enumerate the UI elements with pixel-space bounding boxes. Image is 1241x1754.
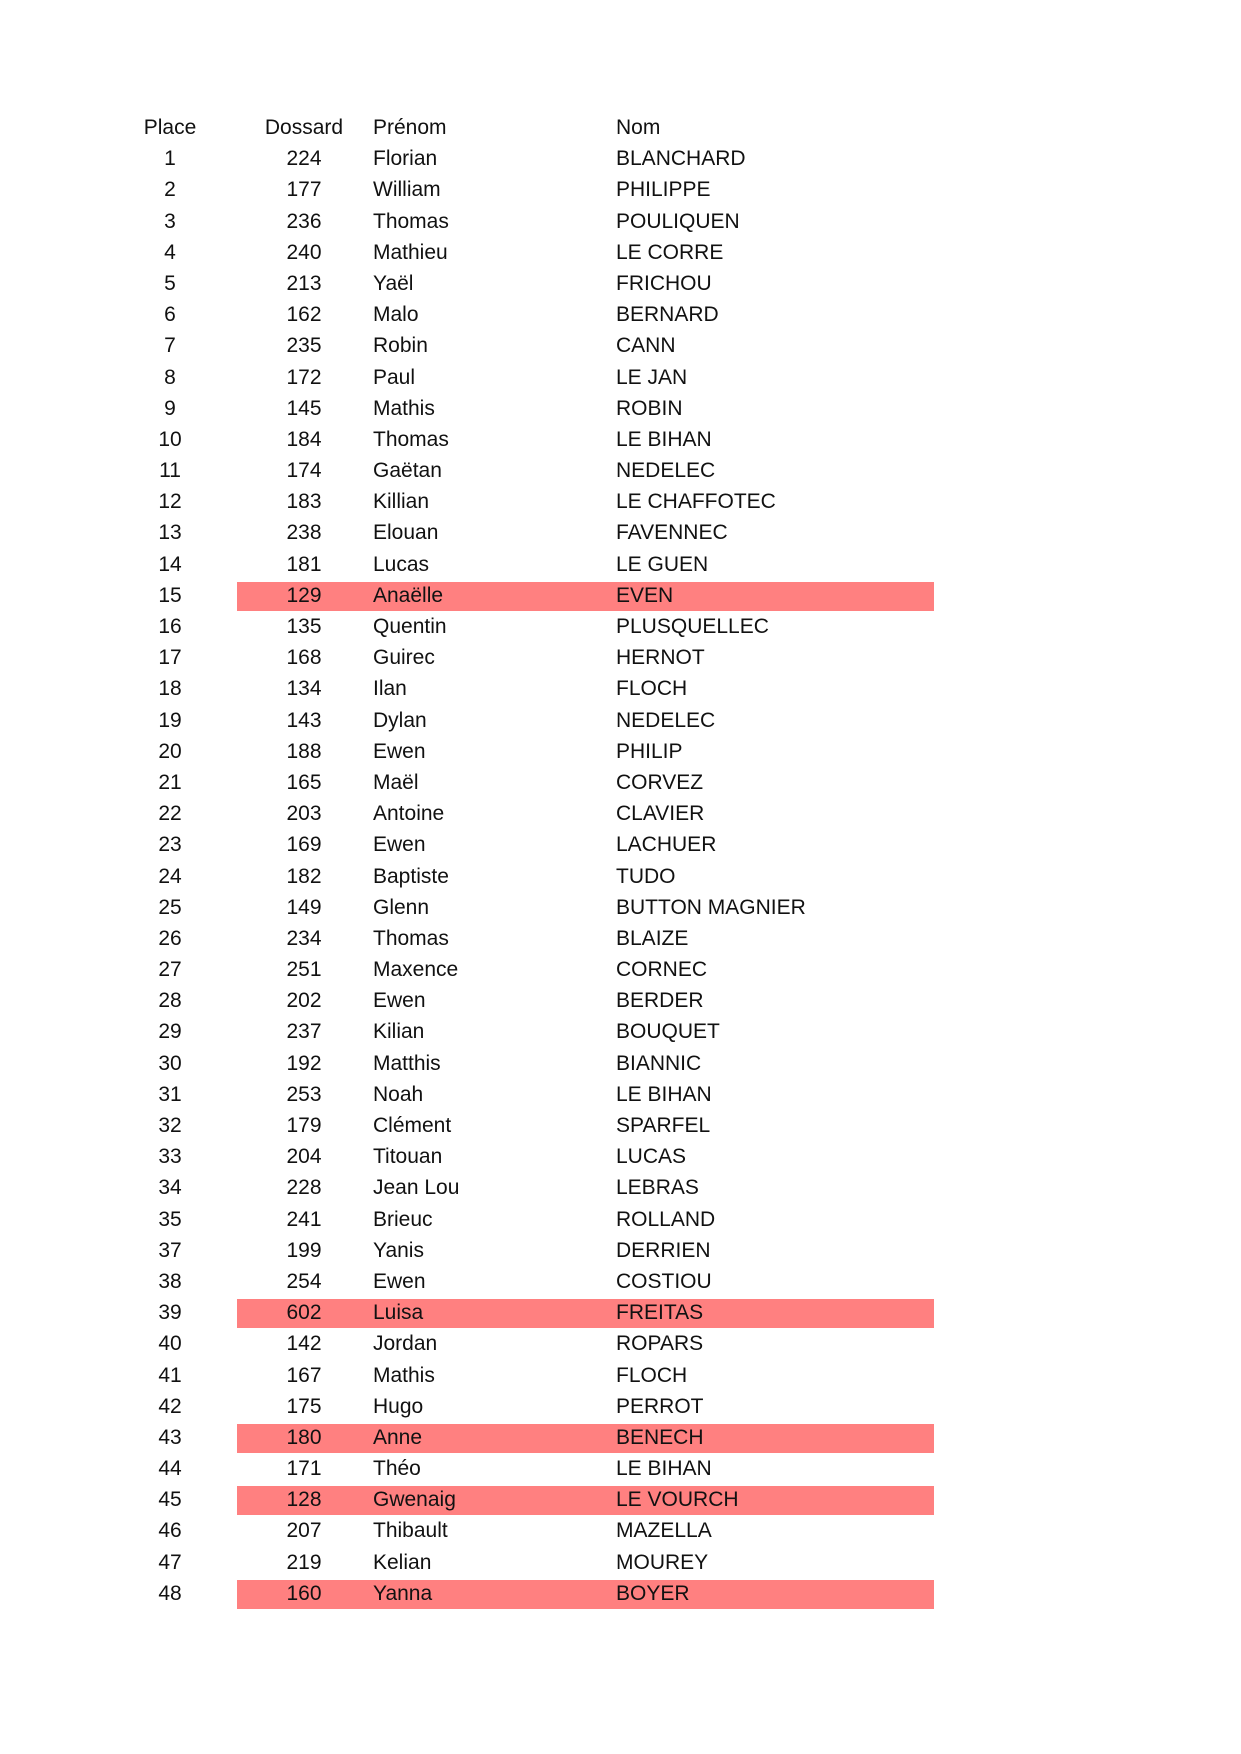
cell-prenom: Matthis (373, 1051, 441, 1075)
cell-prenom: Thibault (373, 1519, 448, 1543)
cell-dossard: 602 (286, 1301, 322, 1325)
cell-nom: ROLLAND (616, 1207, 716, 1231)
table-row (0, 517, 1241, 548)
table-row (0, 549, 1241, 580)
header-nom: Nom (616, 116, 661, 139)
cell-place: 17 (158, 646, 182, 670)
table-row (0, 1360, 1241, 1391)
cell-place: 11 (159, 459, 181, 483)
cell-nom: FRICHOU (616, 271, 712, 295)
cell-place: 16 (158, 615, 182, 638)
cell-nom: LE BIHAN (616, 1457, 712, 1481)
cell-nom: SPARFEL (616, 1114, 711, 1137)
cell-place: 6 (164, 303, 176, 327)
cell-dossard: 149 (286, 895, 322, 919)
cell-nom: NEDELEC (616, 708, 716, 732)
cell-place: 35 (158, 1207, 182, 1231)
cell-nom: PLUSQUELLEC (616, 615, 769, 638)
cell-nom: BUTTON MAGNIER (616, 895, 806, 919)
cell-place: 14 (158, 552, 182, 576)
cell-nom: TUDO (616, 864, 676, 888)
cell-dossard: 145 (286, 396, 322, 420)
cell-place: 24 (158, 864, 182, 888)
cell-dossard: 165 (286, 770, 322, 794)
cell-prenom: Thomas (373, 926, 449, 950)
cell-nom: BOUQUET (616, 1020, 720, 1044)
table-row (0, 143, 1241, 174)
cell-place: 3 (164, 209, 176, 233)
cell-place: 9 (164, 396, 176, 420)
table-row (0, 1172, 1241, 1203)
cell-place: 46 (158, 1519, 182, 1543)
table-row (0, 611, 1241, 642)
cell-prenom: Guirec (373, 646, 435, 670)
cell-nom: CANN (616, 334, 676, 358)
cell-dossard: 134 (286, 677, 322, 701)
table-row (0, 1235, 1241, 1266)
cell-nom: POULIQUEN (616, 209, 740, 233)
cell-nom: LEBRAS (616, 1176, 699, 1200)
header-dossard: Dossard (264, 116, 344, 139)
table-row (0, 954, 1241, 985)
cell-dossard: 199 (286, 1238, 322, 1262)
cell-dossard: 228 (286, 1176, 322, 1200)
cell-nom: MAZELLA (616, 1519, 712, 1543)
cell-dossard: 207 (286, 1519, 322, 1543)
cell-dossard: 254 (286, 1269, 322, 1293)
cell-nom: LE BIHAN (616, 427, 712, 451)
cell-prenom: Mathis (373, 1363, 435, 1387)
cell-place: 12 (158, 490, 182, 514)
cell-place: 21 (158, 770, 182, 794)
table-row (0, 1079, 1241, 1110)
cell-place: 19 (158, 708, 182, 732)
cell-prenom: Antoine (373, 802, 445, 826)
cell-prenom: Florian (373, 147, 438, 171)
cell-nom: PHILIPPE (616, 178, 711, 202)
cell-dossard: 234 (286, 926, 322, 950)
table-row (0, 1422, 1241, 1453)
cell-place: 7 (164, 334, 176, 358)
cell-dossard: 128 (286, 1488, 322, 1512)
cell-dossard: 213 (286, 271, 322, 295)
cell-place: 4 (164, 240, 176, 264)
table-row (0, 798, 1241, 829)
cell-nom: BLAIZE (616, 926, 689, 950)
cell-nom: CORVEZ (616, 770, 704, 794)
cell-dossard: 183 (286, 490, 322, 514)
cell-dossard: 129 (286, 583, 322, 607)
cell-place: 26 (158, 926, 182, 950)
cell-place: 13 (158, 521, 182, 545)
cell-dossard: 180 (286, 1425, 322, 1449)
cell-place: 1 (164, 147, 176, 171)
cell-nom: ROPARS (616, 1332, 704, 1356)
cell-prenom: Killian (373, 490, 430, 514)
table-row (0, 923, 1241, 954)
table-row (0, 206, 1241, 237)
table-header-row (0, 112, 1241, 143)
cell-dossard: 182 (286, 864, 322, 888)
cell-nom: BLANCHARD (616, 147, 746, 171)
cell-prenom: Mathis (373, 396, 435, 420)
cell-dossard: 192 (286, 1051, 322, 1075)
cell-place: 18 (158, 677, 182, 701)
cell-prenom: Mathieu (373, 240, 448, 264)
cell-prenom: Ewen (373, 1269, 426, 1293)
table-row (0, 1141, 1241, 1172)
cell-dossard: 202 (286, 989, 322, 1013)
cell-nom: LE CHAFFOTEC (616, 490, 776, 514)
cell-dossard: 188 (286, 739, 322, 763)
cell-place: 23 (158, 833, 182, 857)
cell-place: 25 (158, 895, 182, 919)
cell-nom: COSTIOU (616, 1269, 712, 1293)
cell-place: 48 (158, 1581, 182, 1605)
cell-dossard: 179 (286, 1114, 322, 1137)
cell-nom: BERNARD (616, 303, 719, 327)
cell-nom: LE GUEN (616, 552, 709, 576)
cell-dossard: 236 (286, 209, 322, 233)
cell-dossard: 167 (286, 1363, 322, 1387)
cell-prenom: Ewen (373, 989, 426, 1013)
cell-nom: MOUREY (616, 1550, 709, 1574)
cell-prenom: Dylan (373, 708, 427, 732)
cell-place: 5 (164, 271, 176, 295)
cell-nom: NEDELEC (616, 459, 716, 483)
table-row (0, 299, 1241, 330)
cell-prenom: Malo (373, 303, 419, 327)
table-row (0, 1204, 1241, 1235)
table-row (0, 829, 1241, 860)
cell-prenom: Anne (373, 1425, 423, 1449)
cell-dossard: 174 (286, 459, 322, 483)
cell-place: 43 (158, 1425, 182, 1449)
cell-nom: FLOCH (616, 1363, 688, 1387)
cell-nom: LE CORRE (616, 240, 724, 264)
cell-place: 39 (158, 1301, 182, 1325)
table-row (0, 861, 1241, 892)
cell-prenom: Thomas (373, 427, 449, 451)
cell-dossard: 142 (286, 1332, 322, 1356)
cell-place: 15 (158, 583, 182, 607)
cell-place: 31 (158, 1082, 182, 1106)
cell-nom: LUCAS (616, 1145, 687, 1169)
cell-dossard: 240 (286, 240, 322, 264)
cell-dossard: 235 (286, 334, 322, 358)
cell-prenom: Ewen (373, 739, 426, 763)
table-row (0, 1578, 1241, 1609)
cell-dossard: 238 (286, 521, 322, 545)
table-row (0, 1266, 1241, 1297)
cell-dossard: 204 (286, 1145, 322, 1169)
cell-dossard: 160 (286, 1581, 322, 1605)
cell-nom: CORNEC (616, 958, 708, 982)
cell-dossard: 135 (286, 615, 322, 638)
table-row (0, 424, 1241, 455)
cell-nom: BIANNIC (616, 1051, 702, 1075)
cell-place: 22 (158, 802, 182, 826)
table-row (0, 673, 1241, 704)
table-row (0, 330, 1241, 361)
cell-prenom: Kilian (373, 1020, 425, 1044)
cell-nom: LACHUER (616, 833, 717, 857)
table-row (0, 1484, 1241, 1515)
table-row (0, 1297, 1241, 1328)
table-row (0, 736, 1241, 767)
cell-prenom: Thomas (373, 209, 449, 233)
table-row (0, 455, 1241, 486)
cell-prenom: Luisa (373, 1301, 424, 1325)
table-row (0, 892, 1241, 923)
cell-nom: DERRIEN (616, 1238, 711, 1262)
cell-prenom: Ewen (373, 833, 426, 857)
cell-dossard: 168 (286, 646, 322, 670)
cell-place: 37 (158, 1238, 182, 1262)
table-row (0, 1391, 1241, 1422)
cell-prenom: Robin (373, 334, 428, 358)
cell-dossard: 219 (286, 1550, 322, 1574)
cell-dossard: 172 (286, 365, 322, 389)
table-row (0, 1453, 1241, 1484)
cell-dossard: 203 (286, 802, 322, 826)
header-prenom: Prénom (373, 116, 447, 139)
cell-place: 30 (158, 1051, 182, 1075)
cell-prenom: Kelian (373, 1550, 432, 1574)
cell-nom: CLAVIER (616, 802, 705, 826)
cell-nom: LE BIHAN (616, 1082, 712, 1106)
cell-dossard: 237 (286, 1020, 322, 1044)
cell-place: 27 (158, 958, 182, 982)
cell-prenom: Maël (373, 770, 419, 794)
table-row (0, 767, 1241, 798)
cell-nom: BENECH (616, 1425, 704, 1449)
cell-prenom: Gaëtan (373, 459, 442, 483)
cell-place: 42 (158, 1394, 182, 1418)
table-row (0, 268, 1241, 299)
cell-dossard: 224 (286, 147, 322, 171)
cell-prenom: Baptiste (373, 864, 449, 888)
cell-prenom: Maxence (373, 958, 459, 982)
cell-prenom: Ilan (373, 677, 407, 701)
cell-nom: FLOCH (616, 677, 688, 701)
cell-dossard: 175 (286, 1394, 322, 1418)
cell-place: 28 (158, 989, 182, 1013)
cell-prenom: Glenn (373, 895, 430, 919)
cell-dossard: 181 (286, 552, 322, 576)
cell-place: 45 (158, 1488, 182, 1512)
cell-place: 29 (158, 1020, 182, 1044)
cell-place: 40 (158, 1332, 182, 1356)
cell-dossard: 162 (286, 303, 322, 327)
table-row (0, 705, 1241, 736)
table-row (0, 642, 1241, 673)
cell-prenom: Hugo (373, 1394, 424, 1418)
table-row (0, 1328, 1241, 1359)
cell-prenom: Titouan (373, 1145, 443, 1169)
table-row (0, 1547, 1241, 1578)
cell-nom: FAVENNEC (616, 521, 728, 545)
cell-dossard: 184 (286, 427, 322, 451)
cell-place: 10 (158, 427, 182, 451)
results-table (0, 112, 1241, 1609)
cell-dossard: 253 (286, 1082, 322, 1106)
table-row (0, 1016, 1241, 1047)
cell-nom: ROBIN (616, 396, 683, 420)
cell-place: 38 (158, 1269, 182, 1293)
cell-dossard: 177 (286, 178, 322, 202)
cell-place: 33 (158, 1145, 182, 1169)
cell-dossard: 169 (286, 833, 322, 857)
cell-dossard: 143 (286, 708, 322, 732)
table-row (0, 174, 1241, 205)
cell-nom: HERNOT (616, 646, 705, 670)
cell-prenom: Yanis (373, 1238, 424, 1262)
table-body (0, 143, 1241, 1609)
cell-prenom: Brieuc (373, 1207, 433, 1231)
cell-prenom: Théo (373, 1457, 421, 1481)
table-row (0, 393, 1241, 424)
cell-prenom: Jean Lou (373, 1176, 460, 1200)
table-row (0, 1048, 1241, 1079)
table-row (0, 1110, 1241, 1141)
cell-nom: EVEN (616, 583, 674, 607)
table-row (0, 237, 1241, 268)
table-row (0, 985, 1241, 1016)
cell-dossard: 241 (286, 1207, 322, 1231)
cell-dossard: 171 (286, 1457, 322, 1481)
cell-prenom: Noah (373, 1082, 424, 1106)
cell-prenom: Clément (373, 1114, 452, 1137)
cell-prenom: Yaël (373, 271, 414, 295)
cell-prenom: Anaëlle (373, 583, 444, 607)
cell-prenom: Yanna (373, 1581, 433, 1605)
cell-nom: BOYER (616, 1581, 690, 1605)
cell-nom: LE VOURCH (616, 1488, 739, 1512)
cell-prenom: Gwenaig (373, 1488, 456, 1512)
table-row (0, 1515, 1241, 1546)
cell-prenom: Lucas (373, 552, 430, 576)
cell-place: 44 (158, 1457, 182, 1481)
table-row (0, 486, 1241, 517)
cell-place: 41 (158, 1363, 182, 1387)
table-row (0, 580, 1241, 611)
cell-prenom: Paul (373, 365, 416, 389)
cell-prenom: Quentin (373, 615, 447, 638)
cell-nom: FREITAS (616, 1301, 704, 1325)
cell-place: 2 (164, 178, 176, 202)
cell-place: 8 (164, 365, 176, 389)
cell-nom: PERROT (616, 1394, 704, 1418)
cell-prenom: Elouan (373, 521, 439, 545)
cell-nom: LE JAN (616, 365, 688, 389)
cell-place: 20 (158, 739, 182, 763)
header-place: Place (143, 116, 197, 139)
cell-place: 47 (158, 1550, 182, 1574)
cell-prenom: William (373, 178, 441, 202)
cell-place: 32 (158, 1114, 182, 1137)
cell-nom: PHILIP (616, 739, 683, 763)
cell-prenom: Jordan (373, 1332, 438, 1356)
cell-dossard: 251 (286, 958, 322, 982)
cell-place: 34 (158, 1176, 182, 1200)
table-row (0, 362, 1241, 393)
cell-nom: BERDER (616, 989, 704, 1013)
